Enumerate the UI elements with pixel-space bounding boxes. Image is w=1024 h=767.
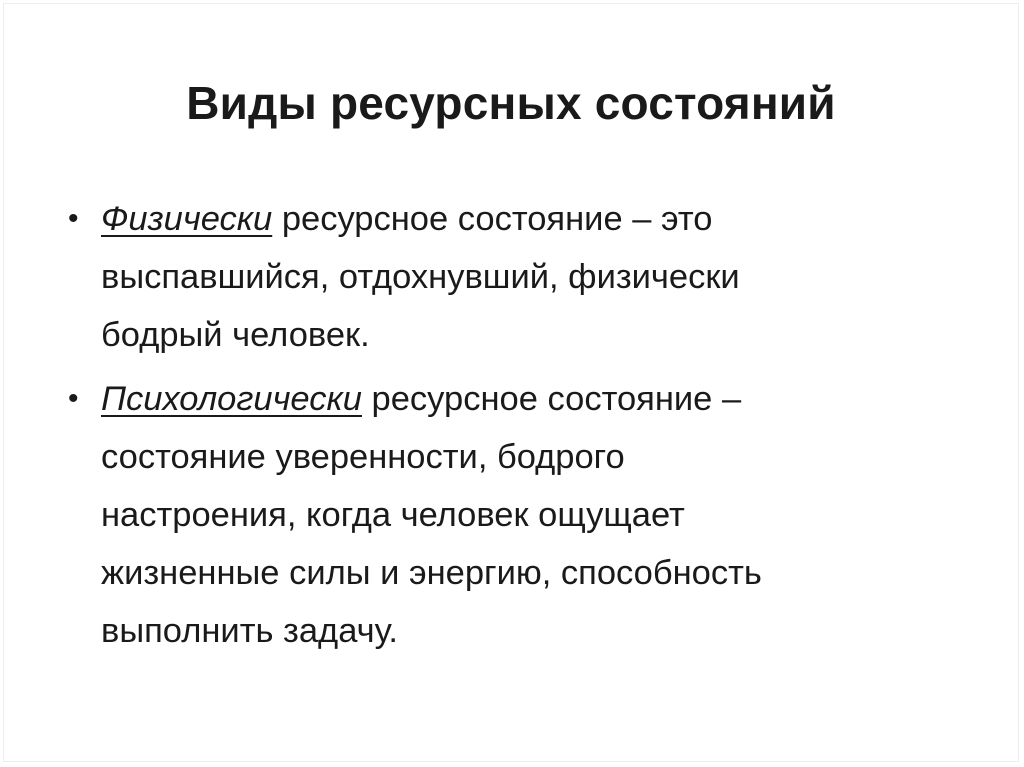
bullet-text: ресурсное состояние – это	[272, 200, 713, 238]
bullet-line: жизненные силы и энергию, способность	[101, 554, 762, 592]
bullet-marker: •	[68, 382, 79, 415]
bullet-line: бодрый человек.	[101, 316, 370, 354]
bullet-line: настроения, когда человек ощущает	[101, 496, 685, 534]
bullet-item-psychological	[68, 370, 908, 660]
bullet-term: Физически	[101, 200, 273, 238]
slide-title: Виды ресурсных состояний	[186, 77, 836, 129]
bullet-first-line	[101, 190, 908, 248]
bullet-marker: •	[68, 202, 79, 235]
bullet-list	[68, 190, 908, 666]
bullet-item-physical	[68, 190, 908, 364]
bullet-line: выполнить задачу.	[101, 612, 398, 650]
bullet-first-line	[101, 370, 908, 428]
bullet-text: ресурсное состояние –	[361, 380, 742, 418]
slide	[3, 3, 1019, 762]
bullet-term: Психологически	[101, 380, 362, 418]
bullet-line: состояние уверенности, бодрого	[101, 438, 625, 476]
bullet-line: выспавшийся, отдохнувший, физически	[101, 258, 740, 296]
